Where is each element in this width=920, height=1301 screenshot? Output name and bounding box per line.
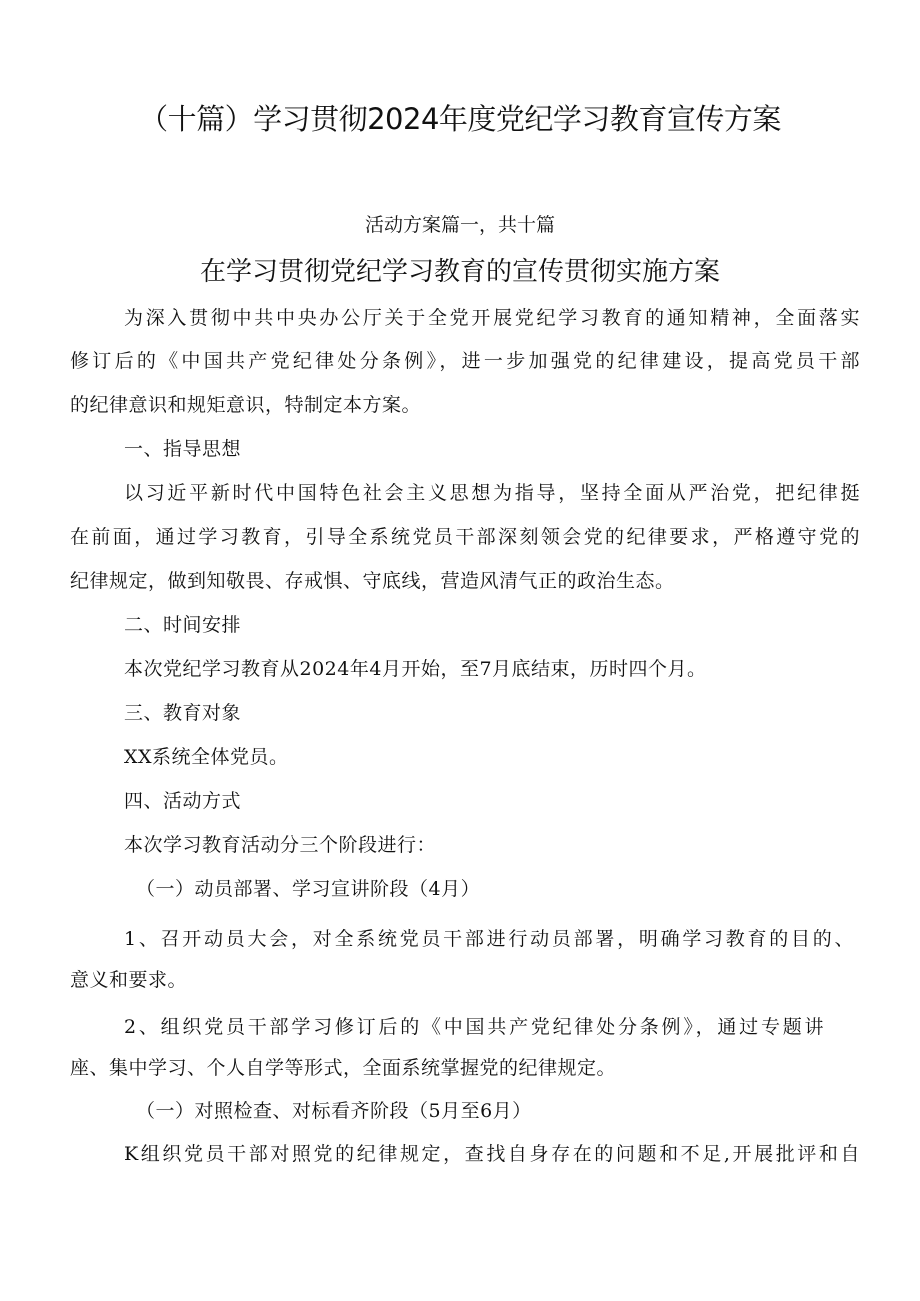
section3-text: XX系统全体党员。 <box>124 746 289 768</box>
section-heading-guiding-thought: 一、指导思想 <box>124 438 242 460</box>
item3-line-1: K组织党员干部对照党的纪律规定，查找自身存在的问题和不足,开展批评和自 <box>124 1143 860 1165</box>
document-title: 在学习贯彻党纪学习教育的宣传贯彻实施方案 <box>199 257 720 287</box>
section-heading-audience: 三、教育对象 <box>124 702 242 724</box>
phase2-heading: （一）对照检查、对标看齐阶段（5月至6月） <box>136 1100 532 1122</box>
section1-line-3: 纪律规定，做到知敬畏、存戒惧、守底线，营造风清气正的政治生态。 <box>70 570 675 592</box>
section1-line-2: 在前面，通过学习教育，引导全系统党员干部深刻领会党的纪律要求，严格遵守党的 <box>70 526 860 548</box>
item1-line-1: 1、召开动员大会，对全系统党员干部进行动员部署，明确学习教育的目的、 <box>124 928 854 950</box>
section-heading-schedule: 二、时间安排 <box>124 614 242 636</box>
phase1-heading: （一）动员部署、学习宣讲阶段（4月） <box>136 878 481 900</box>
section1-line-1: 以习近平新时代中国特色社会主义思想为指导，坚持全面从严治党，把纪律挺 <box>124 482 860 504</box>
intro-line-3: 的纪律意识和规矩意识，特制定本方案。 <box>70 394 422 416</box>
main-title: （十篇）学习贯彻2024年度党纪学习教育宣传方案 <box>139 102 781 136</box>
item2-line-2: 座、集中学习、个人自学等形式，全面系统掌握党的纪律规定。 <box>70 1057 617 1079</box>
item2-line-1: 2、组织党员干部学习修订后的《中国共产党纪律处分条例》，通过专题讲 <box>124 1016 824 1038</box>
item1-line-2: 意义和要求。 <box>70 969 188 991</box>
intro-line-2: 修订后的《中国共产党纪律处分条例》，进一步加强党的纪律建设，提高党员干部 <box>70 350 860 372</box>
section4-text: 本次学习教育活动分三个阶段进行： <box>124 834 437 856</box>
subtitle: 活动方案篇一，共十篇 <box>364 214 555 236</box>
intro-line-1: 为深入贯彻中共中央办公厅关于全党开展党纪学习教育的通知精神，全面落实 <box>124 307 860 329</box>
section2-text: 本次党纪学习教育从2024年4月开始，至7月底结束，历时四个月。 <box>124 658 707 680</box>
section-heading-methods: 四、活动方式 <box>124 790 242 812</box>
